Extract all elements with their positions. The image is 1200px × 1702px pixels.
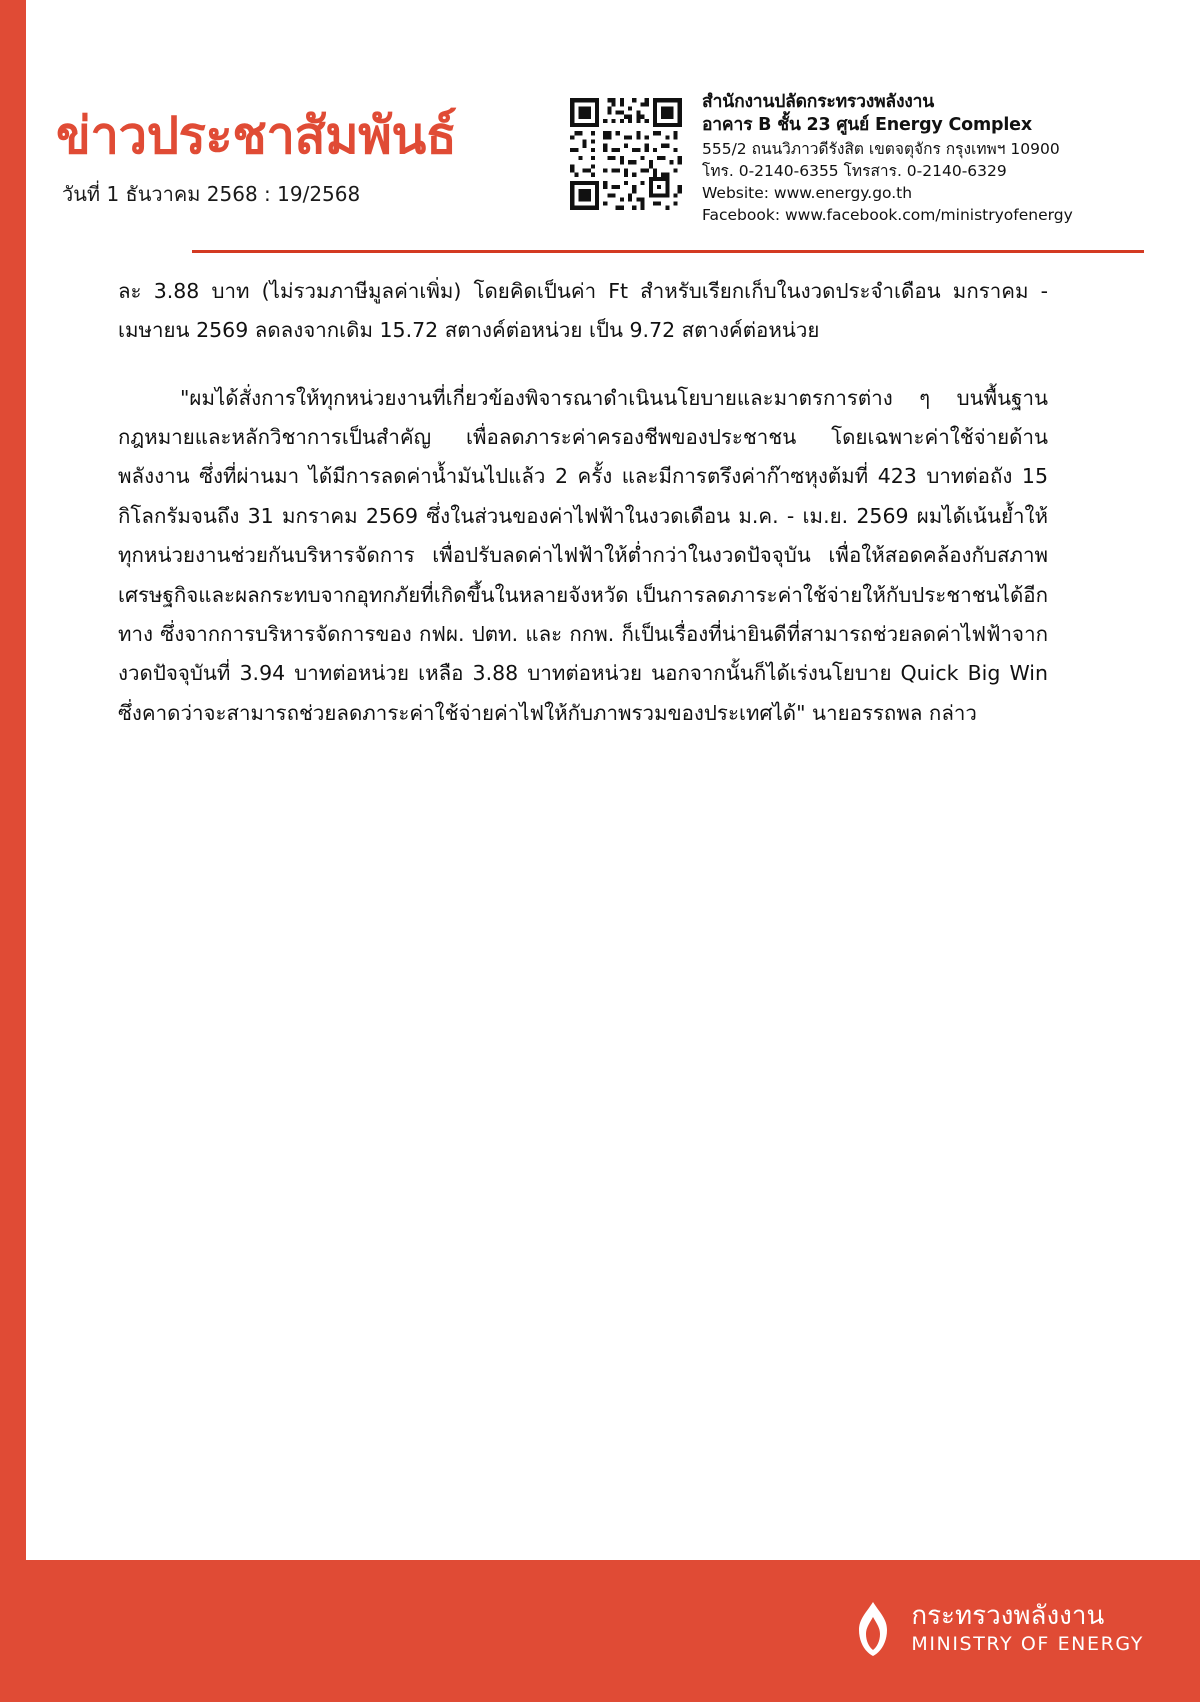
contact-website: Website: www.energy.go.th [702,183,913,202]
contact-facebook: Facebook: www.facebook.com/ministryofenergy [702,205,1073,224]
left-accent-stripe [0,0,26,1702]
qr-code [564,92,692,220]
footer-logo-group [851,1600,1144,1658]
contact-phone: โทร. 0-2140-6355 โทรสาร. 0-2140-6329 [702,161,1007,180]
contact-block [702,92,1142,226]
document-footer [0,1560,1200,1702]
contact-org-line1: สำนักงานปลัดกระทรวงพลังงาน [702,92,935,112]
contact-address: 555/2 ถนนวิภาวดีรังสิต เขตจตุจักร กรุงเทพฯ 10900 [702,139,1060,158]
date-line: วันที่ 1 ธันวาคม 2568 : 19/2568 [62,181,361,206]
flame-icon [851,1600,895,1658]
paragraph-quote: "ผมได้สั่งการให้ทุกหน่วยงานที่เกี่ยวข้องพิจารณาดำเนินนโยบายและมาตรการต่าง ๆ บนพื้นฐานกฎหมายและหลักวิชาการเป็นสำคัญ เพื่อลดภาระค่าครองชีพของประชาชน โดยเฉพาะค่าใช้จ่ายด้านพลังงาน ซึ่งที่ผ่านมา ได้มีการลดค่าน้ำมันไปแล้ว 2 ครั้ง และมีการตรึงค่าก๊าซหุงต้มที่ 423 บาทต่อถัง 15 กิโลกรัมจนถึง 31 มกราคม 2569 ซึ่งในส่วนของค่าไฟฟ้าในงวดเดือน ม.ค. - เม.ย. 2569 ผมได้เน้นย้ำให้ทุกหน่วยงานช่วยกันบริหารจัดการ เพื่อปรับลดค่าไฟฟ้าให้ต่ำกว่าในงวดปัจจุบัน เพื่อให้สอดคล้องกับสภาพเศรษฐกิจและผลกระทบจากอุทกภัยที่เกิดขึ้นในหลายจังหวัด เป็นการลดภาระค่าใช้จ่ายให้กับประชาชนได้อีกทาง ซึ่งจากการบริหารจัดการของ กฟผ. ปตท. และ กกพ. ก็เป็นเรื่องที่น่ายินดีที่สามารถช่วยลดค่าไฟฟ้าจากงวดปัจจุบันที่ 3.94 บาทต่อหน่วย เหลือ 3.88 บาทต่อหน่วย นอกจากนั้นก็ได้เร่งนโยบาย Quick Big Win ซึ่งคาดว่าจะสามารถช่วยลดภาระค่าใช้จ่ายค่าไฟให้กับภาพรวมของประเทศได้" นายอรรถพล กล่าว [118,385,1048,725]
ministry-name-en: MINISTRY OF ENERGY [911,1632,1144,1655]
left-stripe-gap [26,0,34,1702]
contact-org-line2: อาคาร B ชั้น 23 ศูนย์ Energy Complex [702,114,1032,135]
masthead [56,107,536,210]
header-divider [192,250,1144,253]
footer-text [911,1602,1144,1657]
document-body [118,272,1048,733]
ministry-name-th: กระทรวงพลังงาน [911,1600,1105,1631]
paragraph-continuation: ละ 3.88 บาท (ไม่รวมภาษีมูลค่าเพิ่ม) โดยคิดเป็นค่า Ft สำหรับเรียกเก็บในงวดประจำเดือน มกราคม - เมษายน 2569 ลดลงจากเดิม 15.72 สตางค์ต่อหน่วย เป็น 9.72 สตางค์ต่อหน่วย [118,279,1048,343]
document-header [34,86,1144,246]
masthead-title: ข่าวประชาสัมพันธ์ [56,107,457,166]
qr-code-image [566,94,686,214]
